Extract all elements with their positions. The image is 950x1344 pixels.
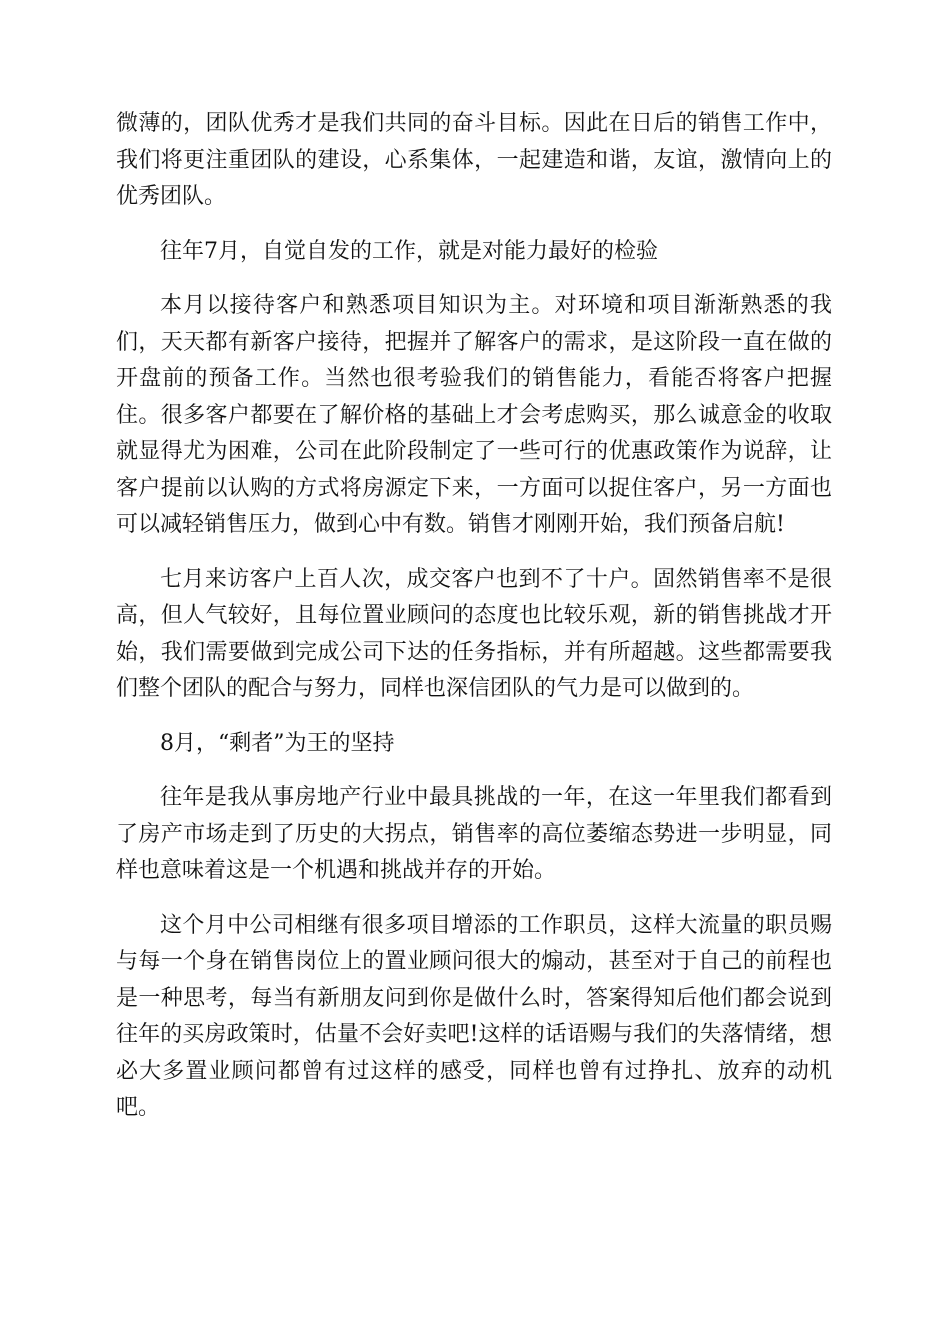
- paragraph-july-visitors: 七月来访客户上百人次，成交客户也到不了十户。固然销售率不是很高，但人气较好，且每位置业顾问的态度也比较乐观，新的销售挑战才开始，我们需要做到完成公司下达的任务指标，并有所超越。这些都需要我们整个团队的配合与努力，同样也深信团队的气力是可以做到的。: [116, 566, 832, 701]
- document-page: [116, 106, 832, 1145]
- paragraph-team-goal: 微薄的，团队优秀才是我们共同的奋斗目标。因此在日后的销售工作中，我们将更注重团队的建设，心系集体，一起建造和谐，友谊，激情向上的优秀团队。: [116, 111, 832, 209]
- paragraph-august-market: 往年是我从事房地产行业中最具挑战的一年，在这一年里我们都看到了房产市场走到了历史的大拐点，销售率的高位萎缩态势进一步明显，同样也意味着这是一个机遇和挑战并存的开始。: [116, 785, 832, 883]
- heading-july: 往年7月，自觉自发的工作，就是对能力最好的检验: [160, 238, 658, 264]
- paragraph-july-work: 本月以接待客户和熟悉项目知识为主。对环境和项目渐渐熟悉的我们，天天都有新客户接待，把握并了解客户的需求，是这阶段一直在做的开盘前的预备工作。当然也很考验我们的销售能力，看能否将客户把握住。很多客户都要在了解价格的基础上才会考虑购买，那么诚意金的收取就显得尤为困难，公司在此阶段制定了一些可行的优惠政策作为说辞，让客户提前以认购的方式将房源定下来，一方面可以捉住客户，另一方面也可以减轻销售压力，做到心中有数。销售才刚刚开始，我们预备启航!: [116, 293, 832, 537]
- paragraph-august-staff: 这个月中公司相继有很多项目增添的工作职员，这样大流量的职员赐与每一个身在销售岗位上的置业顾问很大的煽动，甚至对于自己的前程也是一种思考，每当有新朋友问到你是做什么时，答案得知后他们都会说到往年的买房政策时，估量不会好卖吧!这样的话语赐与我们的失落情绪，想必大多置业顾问都曾有过这样的感受，同样也曾有过挣扎、放弃的动机吧。: [116, 912, 832, 1120]
- heading-august: 8月，“剩者”为王的坚持: [160, 730, 395, 756]
